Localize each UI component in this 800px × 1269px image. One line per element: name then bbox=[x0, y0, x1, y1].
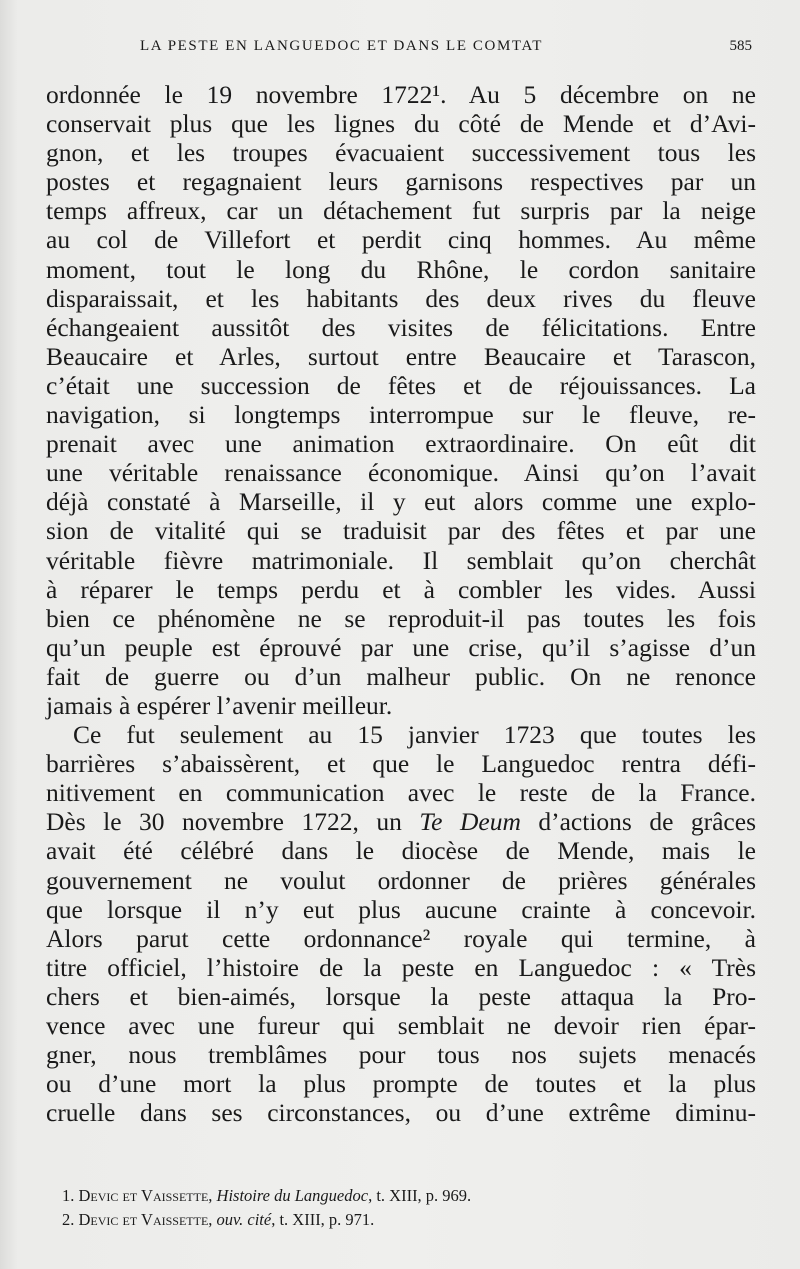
text-line: véritable fièvre matrimoniale. Il semblait qu’on cherchât bbox=[46, 545, 756, 575]
text-line: avait été célébré dans le diocèse de Mende, mais le bbox=[46, 836, 756, 866]
text-line: c’était une succession de fêtes et de réjouissances. La bbox=[46, 370, 756, 400]
text-line: cruelle dans ses circonstances, ou d’une extrême diminu- bbox=[46, 1098, 756, 1128]
text-line: gner, nous tremblâmes pour tous nos sujets menacés bbox=[46, 1040, 756, 1070]
text-line: navigation, si longtemps interrompue sur le fleuve, re- bbox=[46, 400, 756, 430]
text-line: bien ce phénomène ne se reproduit-il pas toutes les fois bbox=[46, 603, 756, 633]
body-text bbox=[46, 80, 756, 1127]
text-line: gnon, et les troupes évacuaient successivement tous les bbox=[46, 138, 756, 168]
text-line: Alors parut cette ordonnance² royale qui termine, à bbox=[46, 923, 756, 953]
text-line: fait de guerre ou d’un malheur public. On ne renonce bbox=[46, 661, 756, 691]
text-line: nitivement en communication avec le reste de la France. bbox=[46, 778, 756, 808]
text-line: vence avec une fureur qui semblait ne devoir rien épar- bbox=[46, 1011, 756, 1040]
text-line: Dès le 30 novembre 1722, un Te Deum d’actions de grâces bbox=[46, 807, 756, 837]
text-line: ordonnée le 19 novembre 1722¹. Au 5 décembre on ne bbox=[46, 80, 756, 109]
footnote-author: Devic et Vaissette, bbox=[78, 1210, 213, 1229]
text-line: conservait plus que les lignes du côté de Mende et d’Avi- bbox=[46, 109, 756, 139]
text-line: qu’un peuple est éprouvé par une crise, qu’il s’agisse d’un bbox=[46, 632, 756, 662]
text-line: déjà constaté à Marseille, il y eut alors comme une explo- bbox=[46, 487, 756, 517]
footnote-reference: , t. XIII, p. 969. bbox=[368, 1186, 472, 1205]
text-line: Beaucaire et Arles, surtout entre Beaucaire et Tarascon, bbox=[46, 341, 756, 371]
italic-phrase: Te Deum bbox=[419, 807, 521, 837]
footnote-author: Devic et Vaissette, bbox=[78, 1186, 213, 1205]
text-line: temps affreux, car un détachement fut surpris par la neige bbox=[46, 196, 756, 226]
page-number: 585 bbox=[729, 38, 752, 54]
paragraph-start-line: Ce fut seulement au 15 janvier 1723 que toutes les bbox=[73, 720, 756, 750]
text-line: prenait avec une animation extraordinaire. On eût dit bbox=[46, 429, 756, 459]
footnote-number: 1. bbox=[62, 1186, 75, 1205]
text-line: ou d’une mort la plus prompte de toutes et la plus bbox=[46, 1069, 756, 1099]
running-head bbox=[0, 38, 800, 58]
footnote-1 bbox=[62, 1184, 762, 1208]
text-line: gouvernement ne voulut ordonner de prières générales bbox=[46, 865, 756, 895]
text-line: au col de Villefort et perdit cinq hommes. Au même bbox=[46, 225, 756, 255]
text-line: sion de vitalité qui se traduisit par des fêtes et par une bbox=[46, 516, 756, 546]
paragraph-end-line: jamais à espérer l’avenir meilleur. bbox=[46, 690, 393, 720]
footnote-reference: , t. XIII, p. 971. bbox=[271, 1210, 375, 1229]
text-line: disparaissait, et les habitants des deux rives du fleuve bbox=[46, 283, 756, 313]
footnote-2 bbox=[62, 1208, 762, 1232]
text-line: barrières s’abaissèrent, et que le Languedoc rentra défi- bbox=[46, 749, 756, 779]
text-line: que lorsque il n’y eut plus aucune crainte à concevoir. bbox=[46, 894, 756, 924]
text-line: chers et bien-aimés, lorsque la peste attaqua la Pro- bbox=[46, 981, 756, 1011]
text-line: à réparer le temps perdu et à combler les vides. Aussi bbox=[46, 574, 756, 604]
text-line: postes et regagnaient leurs garnisons respectives par un bbox=[46, 167, 756, 197]
text-line: titre officiel, l’histoire de la peste en Languedoc : « Très bbox=[46, 952, 756, 982]
footnotes bbox=[62, 1184, 762, 1232]
footnote-work-title: Histoire du Languedoc bbox=[216, 1186, 369, 1205]
running-head-title: LA PESTE EN LANGUEDOC ET DANS LE COMTAT bbox=[140, 38, 543, 54]
text-line: une véritable renaissance économique. Ainsi qu’on l’avait bbox=[46, 458, 756, 488]
text-line: moment, tout le long du Rhône, le cordon sanitaire bbox=[46, 254, 756, 284]
text-line: échangeaient aussitôt des visites de félicitations. Entre bbox=[46, 312, 756, 342]
footnote-work-title: ouv. cité bbox=[216, 1210, 272, 1229]
footnote-number: 2. bbox=[62, 1210, 75, 1229]
